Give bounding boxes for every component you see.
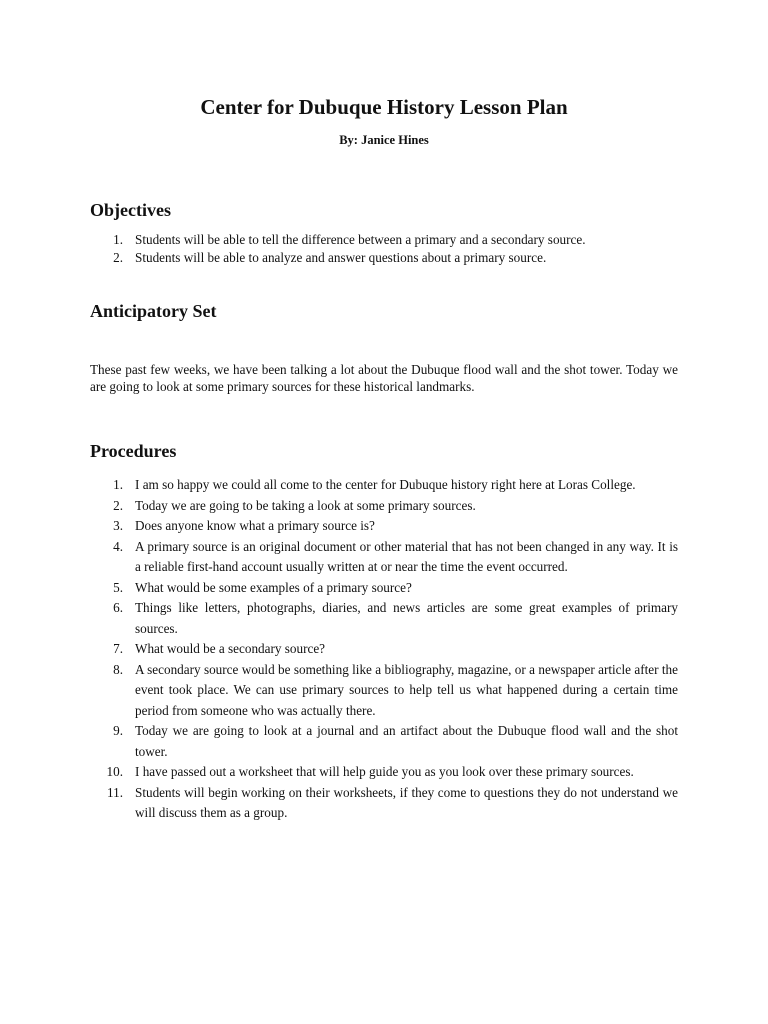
list-item: 10. I have passed out a worksheet that will help guide you as you look over these primary sources.	[106, 764, 634, 779]
author-byline: By: Janice Hines	[339, 133, 429, 147]
objectives-list	[90, 231, 678, 267]
procedures-heading: Procedures	[90, 441, 177, 461]
document-page	[90, 92, 678, 824]
anticipatory-set-heading: Anticipatory Set	[90, 301, 217, 321]
list-item: 11. Students will begin working on their worksheets, if they come to questions they do not understand we will discuss them as a group.	[107, 784, 678, 820]
list-item: 2. Students will be able to analyze and answer questions about a primary source.	[113, 250, 547, 265]
list-item: 3. Does anyone know what a primary source is?	[113, 518, 375, 533]
list-item: 6. Things like letters, photographs, diaries, and news articles are some great examples of primary sources.	[113, 600, 678, 636]
list-item: 8. A secondary source would be something like a bibliography, magazine, or a newspaper article after the event took place. We can use primary sources to help tell us what happened during a certain time period from someone who was actually there.	[113, 661, 678, 718]
anticipatory-set-paragraph: These past few weeks, we have been talking a lot about the Dubuque flood wall and the shot tower. Today we are going to look at some primary sources for these historical landmarks.	[90, 362, 678, 394]
procedures-list	[90, 475, 678, 824]
list-item: 9. Today we are going to look at a journal and an artifact about the Dubuque flood wall and the shot tower.	[113, 723, 678, 759]
list-item: 1. Students will be able to tell the difference between a primary and a secondary source.	[113, 232, 586, 247]
list-item: 2. Today we are going to be taking a look at some primary sources.	[113, 497, 476, 513]
document-title: Center for Dubuque History Lesson Plan	[200, 95, 568, 119]
list-item: 7. What would be a secondary source?	[113, 641, 326, 656]
objectives-heading: Objectives	[90, 200, 171, 220]
list-item: 4. A primary source is an original document or other material that has not been changed in any way. It is a reliable first-hand account usually written at or near the time the event occurred.	[113, 538, 678, 574]
list-item: 5. What would be some examples of a primary source?	[113, 579, 412, 595]
list-item: 1. I am so happy we could all come to the center for Dubuque history right here at Loras College.	[113, 477, 636, 492]
